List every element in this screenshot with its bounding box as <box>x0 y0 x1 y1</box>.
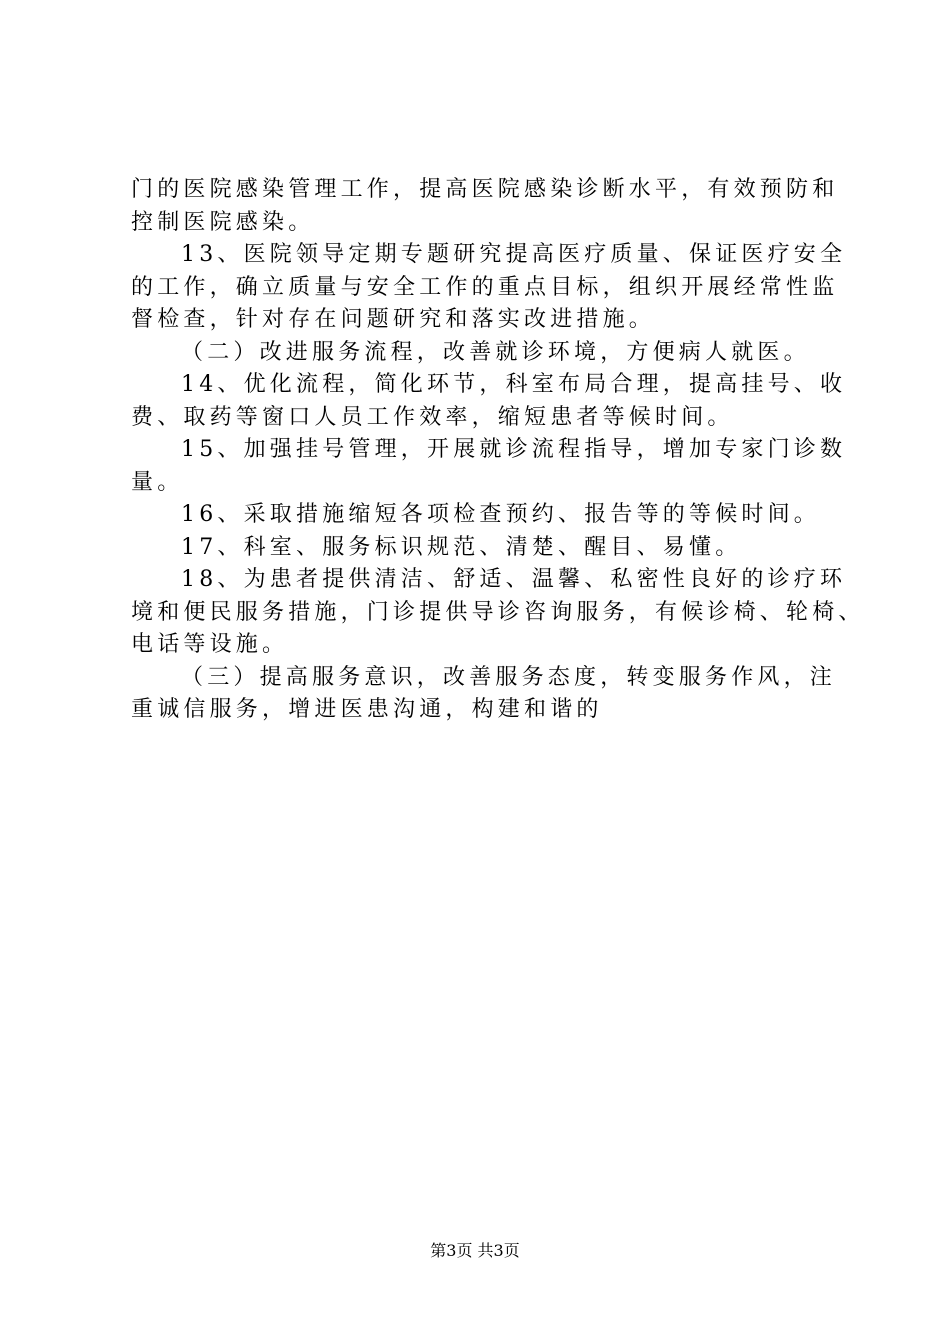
text-line: 电话等设施。 <box>131 632 289 657</box>
document-body <box>131 174 865 727</box>
text-line: 重诚信服务，增进医患沟通，构建和谐的 <box>131 697 603 722</box>
text-line: 16、采取措施缩短各项检查预约、报告等的等候时间。 <box>181 502 820 527</box>
page-footer: 第3页 共3页 <box>430 1241 520 1260</box>
text-line: 17、科室、服务标识规范、清楚、醒目、易懂。 <box>181 534 742 560</box>
text-line: 督检查，针对存在问题研究和落实改进措施。 <box>131 307 656 332</box>
text-line: 境和便民服务措施，门诊提供导诊咨询服务，有候诊椅、轮椅、 <box>131 599 865 625</box>
text-line: 15、加强挂号管理，开展就诊流程指导，增加专家门诊数 <box>181 437 847 462</box>
text-line: （二）改进服务流程，改善就诊环境，方便病人就医。 <box>181 339 810 365</box>
text-line: 量。 <box>131 469 184 495</box>
text-line: 的工作，确立质量与安全工作的重点目标，组织开展经常性监 <box>131 274 839 300</box>
text-line: 门的医院感染管理工作，提高医院感染诊断水平，有效预防和 <box>131 177 839 202</box>
text-line: 13、医院领导定期专题研究提高医疗质量、保证医疗安全 <box>181 242 847 267</box>
text-line: 18、为患者提供清洁、舒适、温馨、私密性良好的诊疗环 <box>181 567 847 592</box>
text-line: 14、优化流程，简化环节，科室布局合理，提高挂号、收 <box>181 372 847 397</box>
text-line: 费、取药等窗口人员工作效率，缩短患者等候时间。 <box>131 404 734 430</box>
text-line: 控制医院感染。 <box>131 209 315 235</box>
text-line: （三）提高服务意识，改善服务态度，转变服务作风，注 <box>181 664 837 690</box>
